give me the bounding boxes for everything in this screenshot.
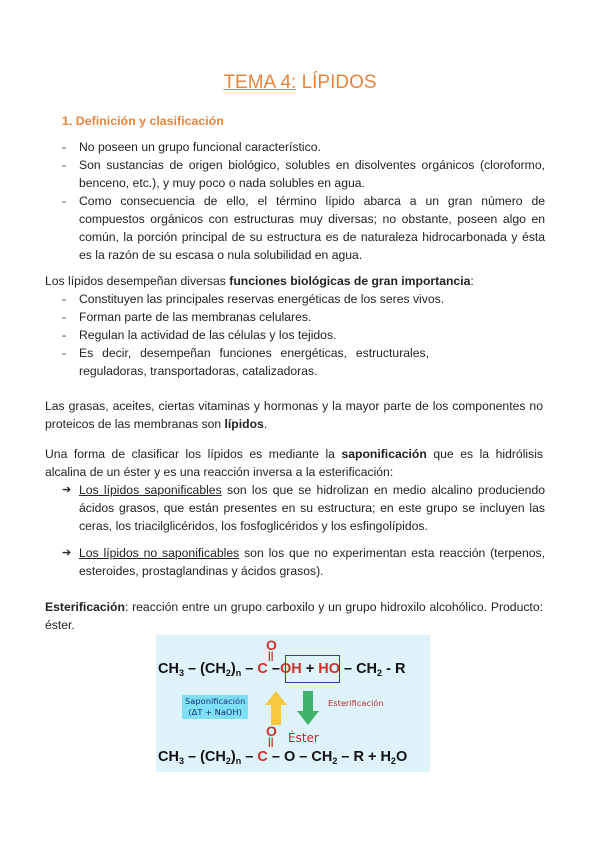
- section-heading: 1. Definición y clasificación: [62, 114, 224, 128]
- reaction-diagram: [156, 635, 430, 772]
- list-item: - Forman parte de las membranas celulares.: [62, 308, 545, 326]
- product-formula: $CH_3 - (CH_2)_n - C - O - CH_2 - R + H_2O$: [158, 749, 408, 766]
- classification-paragraph: Una forma de clasificar los lípidos es mediante la saponificación que es la hidrólisis alcalina de un éster y es una reacción inversa a la esterificación:: [45, 447, 543, 479]
- list-item: - Es decir, desempeñan funciones energéticas, estructurales, reguladoras, transportadoras, catalizadoras.: [62, 344, 429, 380]
- no-saponificables-list: [62, 544, 545, 580]
- components-paragraph: Las grasas, aceites, ciertas vitaminas y hormonas y la mayor parte de los componentes no proteicos de las membranas son lípidos.: [45, 399, 543, 431]
- oxygen-label-bottom: O: [266, 723, 277, 739]
- ester-label: Éster: [288, 731, 319, 745]
- saponification-label: Saponificación (ΔT + NaOH): [182, 695, 248, 719]
- list-item: - Como consecuencia de ello, el término lípido abarca a un gran número de compuestos orgánicos con estructuras muy diversas; no obstante, poseen algo en común, la porción principal de su estructura es de naturaleza hidrocarbonada y ésta es la razón de su escasa o nula solubilidad en agua.: [62, 192, 545, 264]
- list-item: - Constituyen las principales reservas energéticas de los seres vivos.: [62, 290, 545, 308]
- double-bond: ||: [268, 651, 274, 662]
- list-item: ➔ Los lípidos no saponificables son los que no experimentan esta reacción (terpenos, esteroides, prostaglandinas y ácidos grasos).: [62, 544, 545, 580]
- up-arrow-icon: [264, 691, 288, 725]
- double-bond-bottom: ||: [268, 737, 274, 748]
- list-item: - Son sustancias de origen biológico, solubles en disolventes orgánicos (cloroformo, benceno, etc.), y muy poco o nada solubles en agua.: [62, 156, 545, 192]
- reactant-formula: $CH_3 - (CH_2)_n$ – C –OH + HO – $CH_2$ - R: [158, 661, 406, 678]
- list-item: - No poseen un grupo funcional característico.: [62, 138, 545, 156]
- list-item: - Regulan la actividad de las células y los tejidos.: [62, 326, 545, 344]
- page-title: TEMA 4: LÍPIDOS: [223, 72, 377, 93]
- functions-intro: Los lípidos desempeñan diversas funciones biológicas de gran importancia:: [45, 274, 474, 288]
- oxygen-label: O: [266, 637, 277, 653]
- esterification-paragraph: Esterificación: reacción entre un grupo carboxilo y un grupo hidroxilo alcohólico. Producto: éster.: [45, 600, 543, 632]
- down-arrow-icon: [296, 691, 320, 725]
- list-item: ➔ Los lípidos saponificables son los que se hidrolizan en medio alcalino produciendo ácidos grasos, que están presentes en su estructura; en este grupo se incluyen las ceras, los triacilglicéridos, los fosfoglicéridos y los esfingolípidos.: [62, 481, 545, 535]
- functions-list: [62, 290, 545, 380]
- reaction-box: [285, 655, 340, 683]
- definition-list: [62, 138, 545, 264]
- saponificables-list: [62, 481, 545, 535]
- esterification-label: Esterificación: [328, 698, 384, 708]
